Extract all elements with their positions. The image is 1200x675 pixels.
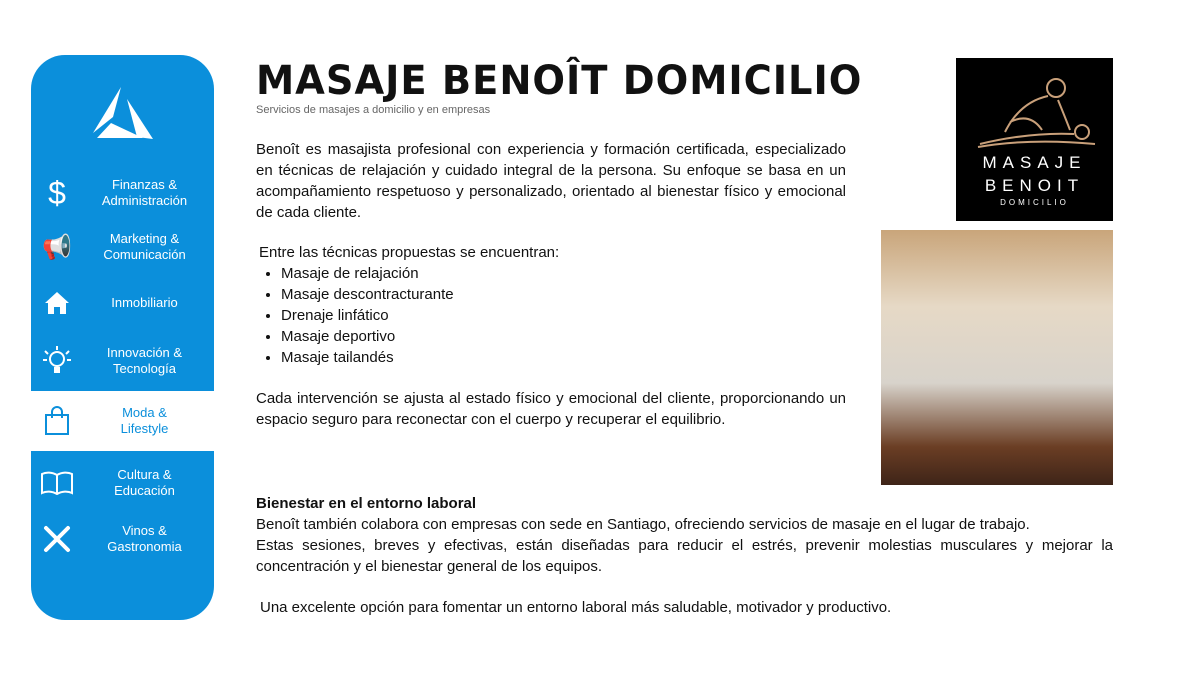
list-item: • Drenaje linfático <box>281 305 454 326</box>
sidebar-item-cultura[interactable] <box>31 453 214 513</box>
work-paragraph-2: Estas sesiones, breves y efectivas, están diseñadas para reducir el estrés, prevenir molestias musculares y mejorar la concentración y el bienestar general de los equipos. <box>256 537 1113 575</box>
sidebar-item-marketing[interactable] <box>31 217 214 277</box>
masseur-photo <box>881 230 1113 485</box>
brand-line: MASAJE <box>982 153 1087 172</box>
lightbulb-icon <box>41 345 73 377</box>
logo-icon <box>93 87 153 139</box>
intro-paragraph: Benoît es masajista profesional con experiencia y formación certificada, especializado en técnicas de relajación y cuidado integral de la persona. Su enfoque se basa en un acompañamiento respetuoso y personalizado, orientado al bienestar físico y emocional de cada cliente. <box>256 141 846 221</box>
page-subtitle: Servicios de masajes a domicilio y en empresas <box>256 104 491 116</box>
label: Comunicación <box>103 247 186 262</box>
label: Lifestyle <box>120 421 169 436</box>
label: Cultura & <box>117 467 172 482</box>
techniques-heading: Entre las técnicas propuestas se encuentran: <box>259 244 560 261</box>
megaphone-icon: 📢 <box>42 233 72 261</box>
brand-line: DOMICILIO <box>1000 198 1069 207</box>
house-icon <box>41 287 73 319</box>
label: Finanzas & <box>111 177 178 192</box>
list-item: • Masaje de relajación <box>281 263 454 284</box>
work-paragraph-1: Benoît también colabora con empresas con sede en Santiago, ofreciendo servicios de masaje en el lugar de trabajo. <box>256 516 1030 533</box>
label: Moda & <box>122 405 167 420</box>
label: Marketing & <box>109 231 180 246</box>
massage-illustration-icon <box>970 72 1100 152</box>
brand-logo <box>956 58 1113 221</box>
techniques-list <box>256 263 454 368</box>
label: Tecnología <box>113 361 176 376</box>
sidebar <box>31 55 214 620</box>
label: Gastronomia <box>107 539 182 554</box>
fork-knife-icon <box>41 523 73 555</box>
dollar-icon: $ <box>48 174 66 211</box>
sidebar-item-innovacion[interactable] <box>31 331 214 391</box>
sidebar-item-vinos[interactable] <box>31 509 214 569</box>
brand-line: BENOIT <box>984 176 1085 195</box>
label: Administración <box>101 193 188 208</box>
work-paragraph-3: Una excelente opción para fomentar un entorno laboral más saludable, motivador y productivo. <box>260 599 892 616</box>
list-item: • Masaje descontracturante <box>281 284 454 305</box>
label: Innovación & <box>106 345 183 360</box>
shopping-bag-icon <box>41 405 73 437</box>
list-item: • Masaje deportivo <box>281 326 454 347</box>
sidebar-item-moda[interactable] <box>31 391 214 451</box>
label: Inmobiliario <box>111 295 178 310</box>
label: Educación <box>114 483 175 498</box>
closing-paragraph: Cada intervención se ajusta al estado físico y emocional del cliente, proporcionando un espacio seguro para reconectar con el cuerpo y recuperar el equilibrio. <box>256 390 846 428</box>
label: Vinos & <box>122 523 167 538</box>
work-heading: Bienestar en el entorno laboral <box>256 495 477 512</box>
sidebar-item-inmobiliario[interactable] <box>31 273 214 333</box>
book-icon <box>41 467 73 499</box>
list-item: • Masaje tailandés <box>281 347 454 368</box>
sidebar-item-finanzas[interactable] <box>31 163 214 223</box>
page-title: MASAJE BENOÎT DOMICILIO <box>256 58 863 104</box>
